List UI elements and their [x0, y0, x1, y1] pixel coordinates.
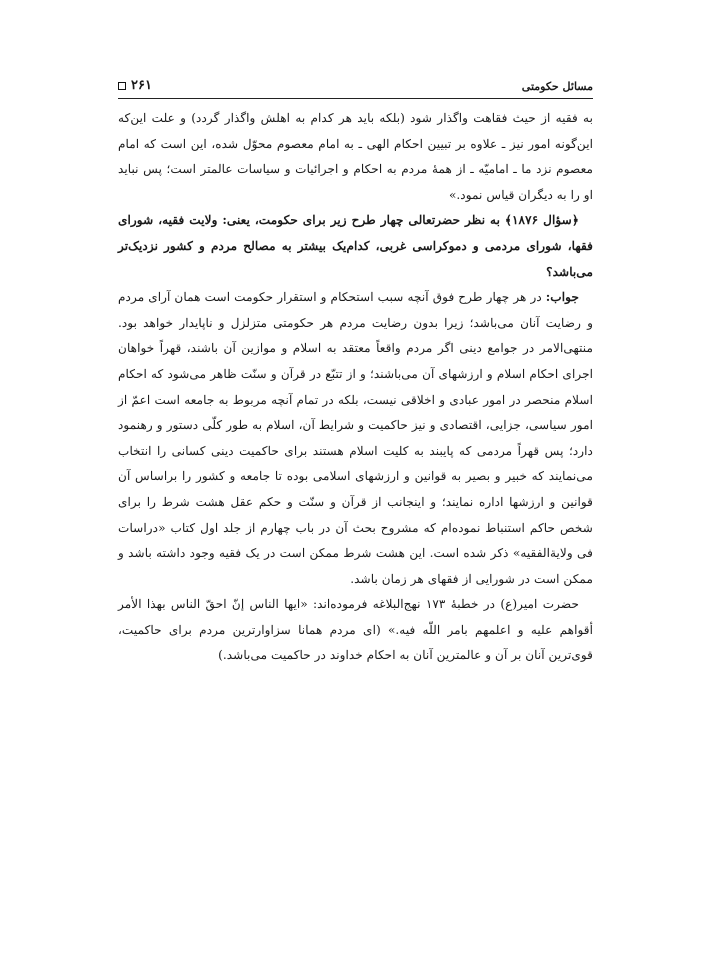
square-icon: [118, 82, 126, 90]
running-title: مسائل حکومتی: [521, 80, 593, 93]
answer-text: در هر چهار طرح فوق آنچه سبب استحکام و استقرار حکومت است همان آرای مردم و رضایت آنان می‌باشد؛ زیرا بدون رضایت مردم هر حکومتی متزلزل و ناپایدار خواهد بود. منتهی‌الامر در جوامع دینی اگر مردم واقعاً معتقد به اسلام و موازین آن باشند، قهراً خواهان اجرای احکام اسلام و ارزشهای آن می‌باشند؛ و از تتبّع در قرآن و سنّت ظاهر می‌شود که احکام اسلام منحصر در امور عبادی و اخلاقی نیست، بلکه در تمام آنچه مربوط به جامعه است اعمّ از امور سیاسی، جزایی، اقتصادی و نیز حاکمیت و شرایط آن، اسلام به طور کلّی دستور و رهنمود دارد؛ پس قهراً مردمی که پایبند به کلیت اسلام هستند برای حاکمیت دینی کسانی را انتخاب می‌نمایند که خبیر و بصیر به قوانین و ارزشهای اسلامی بوده تا جامعه و کشور را براساس آن قوانین و ارزشها اداره نمایند؛ و اینجانب از قرآن و سنّت و حکم عقل هشت شرط را برای شخص حاکم استنباط نموده‌ام که مشروح بحث آن در باب چهارم از جلد اول کتاب «دراسات فی ولایة‌الفقیه» ذکر شده است. این هشت شرط ممکن است در یک فقیه وجود داشته باشد و ممکن است در شورایی از فقهای هر زمان باشد.: [118, 290, 593, 586]
document-page: [118, 76, 593, 669]
answer-label: جواب:: [545, 290, 579, 305]
question-paragraph: ﴿سؤال ۱۸۷۶﴾ به نظر حضرتعالی چهار طرح زیر برای حکومت، یعنی: ولایت فقیه، شورای فقها، شورای مردمی و دموکراسی غربی، کدام‌یک بیشتر به مصالح مردم و کشور نزدیک‌تر می‌باشد؟: [118, 213, 593, 279]
page-number: ۲۶۱: [131, 78, 152, 93]
answer-paragraph: [118, 285, 593, 592]
page-body: [118, 106, 593, 669]
page-number-block: [118, 78, 152, 93]
paragraph-continuation: به فقیه از حیث فقاهت واگذار شود (بلکه باید هر کدام به اهلش واگذار گردد) و علت این‌که این‌گونه امور نیز ـ علاوه بر تبیین احکام الهی ـ به امام معصوم محوّل شده، این است که امام معصوم نزد ما ـ امامیّه ـ از همهٔ مردم به احکام و اجرائیات و سیاسات عالمتر است؛ پس نباید او را به دیگران قیاس نمود.»: [118, 111, 593, 202]
page-header: [118, 76, 593, 99]
quote-paragraph: حضرت امیر(ع) در خطبهٔ ۱۷۳ نهج‌البلاغه فرموده‌اند: «ایها الناس إنّ احقّ الناس بهذا الأمر أقواهم علیه و اعلمهم بامر اللّه فیه.» (ای مردم همانا سزاوارترین مردم برای حاکمیت، قوی‌ترین آنان بر آن و عالمترین آنان به احکام خداوند در حاکمیت می‌باشد.): [118, 597, 593, 663]
